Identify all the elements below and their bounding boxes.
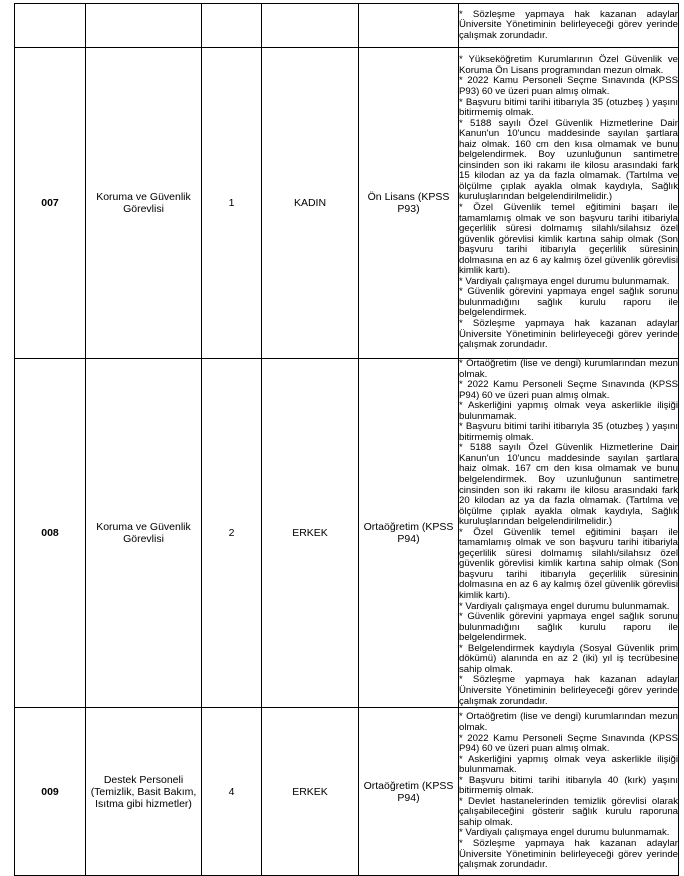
- position-count: [202, 4, 262, 48]
- position-title: [86, 4, 202, 48]
- position-code: 007: [15, 48, 86, 359]
- requirement-item: * Özel Güvenlik temel eğitimini başarı ile tamamlamış olmak ve son başvuru tarihi itibariyla geçerlilik süresi dolmamış silahlı/silahsız özel güvenlik görevlisi kimlik kartına sahip olmak (Son başvuru tarihi itibarıyla geçerlilik süresinin dolmasına en az 6 ay kalmış özel güvenlik görevlisi kimlik kartı).: [459, 202, 678, 277]
- position-count: 2: [202, 359, 262, 708]
- requirement-item: * Özel Güvenlik temel eğitimini başarı ile tamamlamış olmak ve son başvuru tarihi itibariyla geçerlilik süresi dolmamış silahlı/silahsız özel güvenlik görevlisi kimlik kartına sahip olmak (Son başvuru tarihi itibarıyla geçerlilik süresinin dolmasına en az 6 ay kalmış özel güvenlik görevlisi kimlik kartı).: [459, 526, 678, 602]
- requirements-cell: [459, 359, 679, 708]
- table-row: [15, 4, 679, 48]
- table-row: [15, 359, 679, 708]
- positions-table: [14, 3, 679, 876]
- requirement-item: * Vardiyalı çalışmaya engel durumu bulunmamak.: [459, 275, 670, 287]
- position-gender: KADIN: [262, 48, 359, 359]
- requirement-item: * Başvuru bitimi tarihi itibarıyla 35 (otuzbeş ) yaşını bitirmemiş olmak.: [459, 421, 678, 443]
- position-code: [15, 4, 86, 48]
- position-count: 1: [202, 48, 262, 359]
- requirement-item: * Belgelendirmek kaydıyla (Sosyal Güvenlik prim dökümü) alanında en az 2 (iki) yıl iş tecrübesine sahip olmak.: [459, 642, 678, 675]
- position-education: [359, 4, 459, 48]
- requirement-item: * Vardiyalı çalışmaya engel durumu bulunmamak.: [459, 600, 670, 612]
- requirement-item: * Sözleşme yapmaya hak kazanan adaylar Üniversite Yönetiminin belirleyeceği görev yerinde çalışmak zorundadır.: [459, 318, 678, 351]
- position-gender: ERKEK: [262, 359, 359, 708]
- requirement-item: * 5188 sayılı Özel Güvenlik Hizmetlerine Dair Kanun'un 10'uncu maddesinde sayılan şartlara haiz olmak. 167 cm den kısa olmamak ve bunu belgelendirmek. Boy uzunluğunun santimetre cinsinden son iki rakamı ile kilosu arasındaki fark 20 kilodan az ya da fazla olmamak. (Tartılma ve ölçülme çıplak ayakla olmak kaydıyla, Sağlık kuruluşlarından belgelendirilmelidir.): [459, 442, 678, 528]
- position-title: Koruma ve Güvenlik Görevlisi: [96, 521, 191, 546]
- position-education: Ön Lisans (KPSS P93): [367, 191, 450, 215]
- requirement-item: * 5188 sayılı Özel Güvenlik Hizmetlerine Dair Kanun'un 10'uncu maddesinde sayılan şartlara haiz olmak. 160 cm den kısa olmamak ve bunu belgelendirmek. Boy uzunluğunun santimetre cinsinden son iki rakamı ile kilosu arasındaki fark 15 kilodan az ya da fazla olmamak. (Tartılma ve ölçülme çıplak ayakla olmak kaydıyla, Sağlık kuruluşlarından belgelendirilmelidir.): [459, 117, 678, 203]
- requirements-cell: [459, 48, 679, 359]
- requirement-item: * Ortaöğretim (lise ve dengi) kurumlarından mezun olmak.: [459, 711, 678, 733]
- position-gender: ERKEK: [262, 708, 359, 876]
- requirement-item: * Devlet hastanelerinden temizlik görevlisi olarak çalışabileceğini gösterir sağlık kurulu raporuna sahip olmak.: [459, 795, 678, 828]
- requirement-item: * Sözleşme yapmaya hak kazanan adaylar Üniversite Yönetiminin belirleyeceği görev yerinde çalışmak zorundadır.: [459, 838, 678, 871]
- requirement-item: * Güvenlik görevini yapmaya engel sağlık sorunu bulunmadığını sağlık kurulu raporu ile belgelendirmek.: [459, 286, 678, 319]
- requirement-item: * Ortaöğretim (lise ve dengi) kurumlarından mezun olmak.: [459, 358, 678, 380]
- requirement-item: * 2022 Kamu Personeli Seçme Sınavında (KPSS P94) 60 ve üzeri puan almış olmak.: [459, 732, 678, 755]
- table-row: [15, 708, 679, 876]
- requirement-item: * Güvenlik görevini yapmaya engel sağlık sorunu bulunmadığını sağlık kurulu raporu ile belgelendirmek.: [459, 611, 678, 644]
- position-education: Ortaöğretim (KPSS P94): [363, 521, 454, 546]
- requirement-item: * Sözleşme yapmaya hak kazanan adaylar Üniversite Yönetiminin belirleyeceği görev yerinde çalışmak zorundadır.: [459, 8, 678, 41]
- position-code: 009: [15, 708, 86, 876]
- position-title: Koruma ve Güvenlik Görevlisi: [96, 191, 191, 215]
- requirement-item: * 2022 Kamu Personeli Seçme Sınavında (KPSS P94) 60 ve üzeri puan almış olmak.: [459, 379, 678, 401]
- position-title: Destek Personeli (Temizlik, Basit Bakım, Isıtma gibi hizmetler): [90, 773, 197, 810]
- position-gender: [262, 4, 359, 48]
- requirements-cell: [459, 708, 679, 876]
- requirement-item: * Başvuru bitimi tarihi itibarıyla 40 (kırk) yaşını bitirmemiş olmak.: [459, 774, 678, 797]
- requirement-item: * Sözleşme yapmaya hak kazanan adaylar Üniversite Yönetiminin belirleyeceği görev yerinde çalışmak zorundadır.: [459, 674, 678, 707]
- requirements-cell: [459, 4, 679, 48]
- position-code: 008: [15, 359, 86, 708]
- requirement-item: * Askerliğini yapmış olmak veya askerlikle ilişiği bulunmamak.: [459, 400, 678, 422]
- table-row: [15, 48, 679, 359]
- requirement-item: * Vardiyalı çalışmaya engel durumu bulunmamak.: [459, 827, 670, 839]
- requirement-item: * Askerliğini yapmış olmak veya askerlikle ilişiği bulunmamak.: [459, 753, 678, 776]
- position-count: 4: [202, 708, 262, 876]
- requirement-item: * Yükseköğretim Kurumlarının Özel Güvenlik ve Koruma Ön Lisans programından mezun olmak.: [459, 54, 678, 76]
- position-education: Ortaöğretim (KPSS P94): [363, 779, 454, 804]
- requirement-item: * 2022 Kamu Personeli Seçme Sınavında (KPSS P93) 60 ve üzeri puan almış olmak.: [459, 75, 678, 97]
- requirement-item: * Başvuru bitimi tarihi itibarıyla 35 (otuzbeş ) yaşını bitirmemiş olmak.: [459, 96, 678, 119]
